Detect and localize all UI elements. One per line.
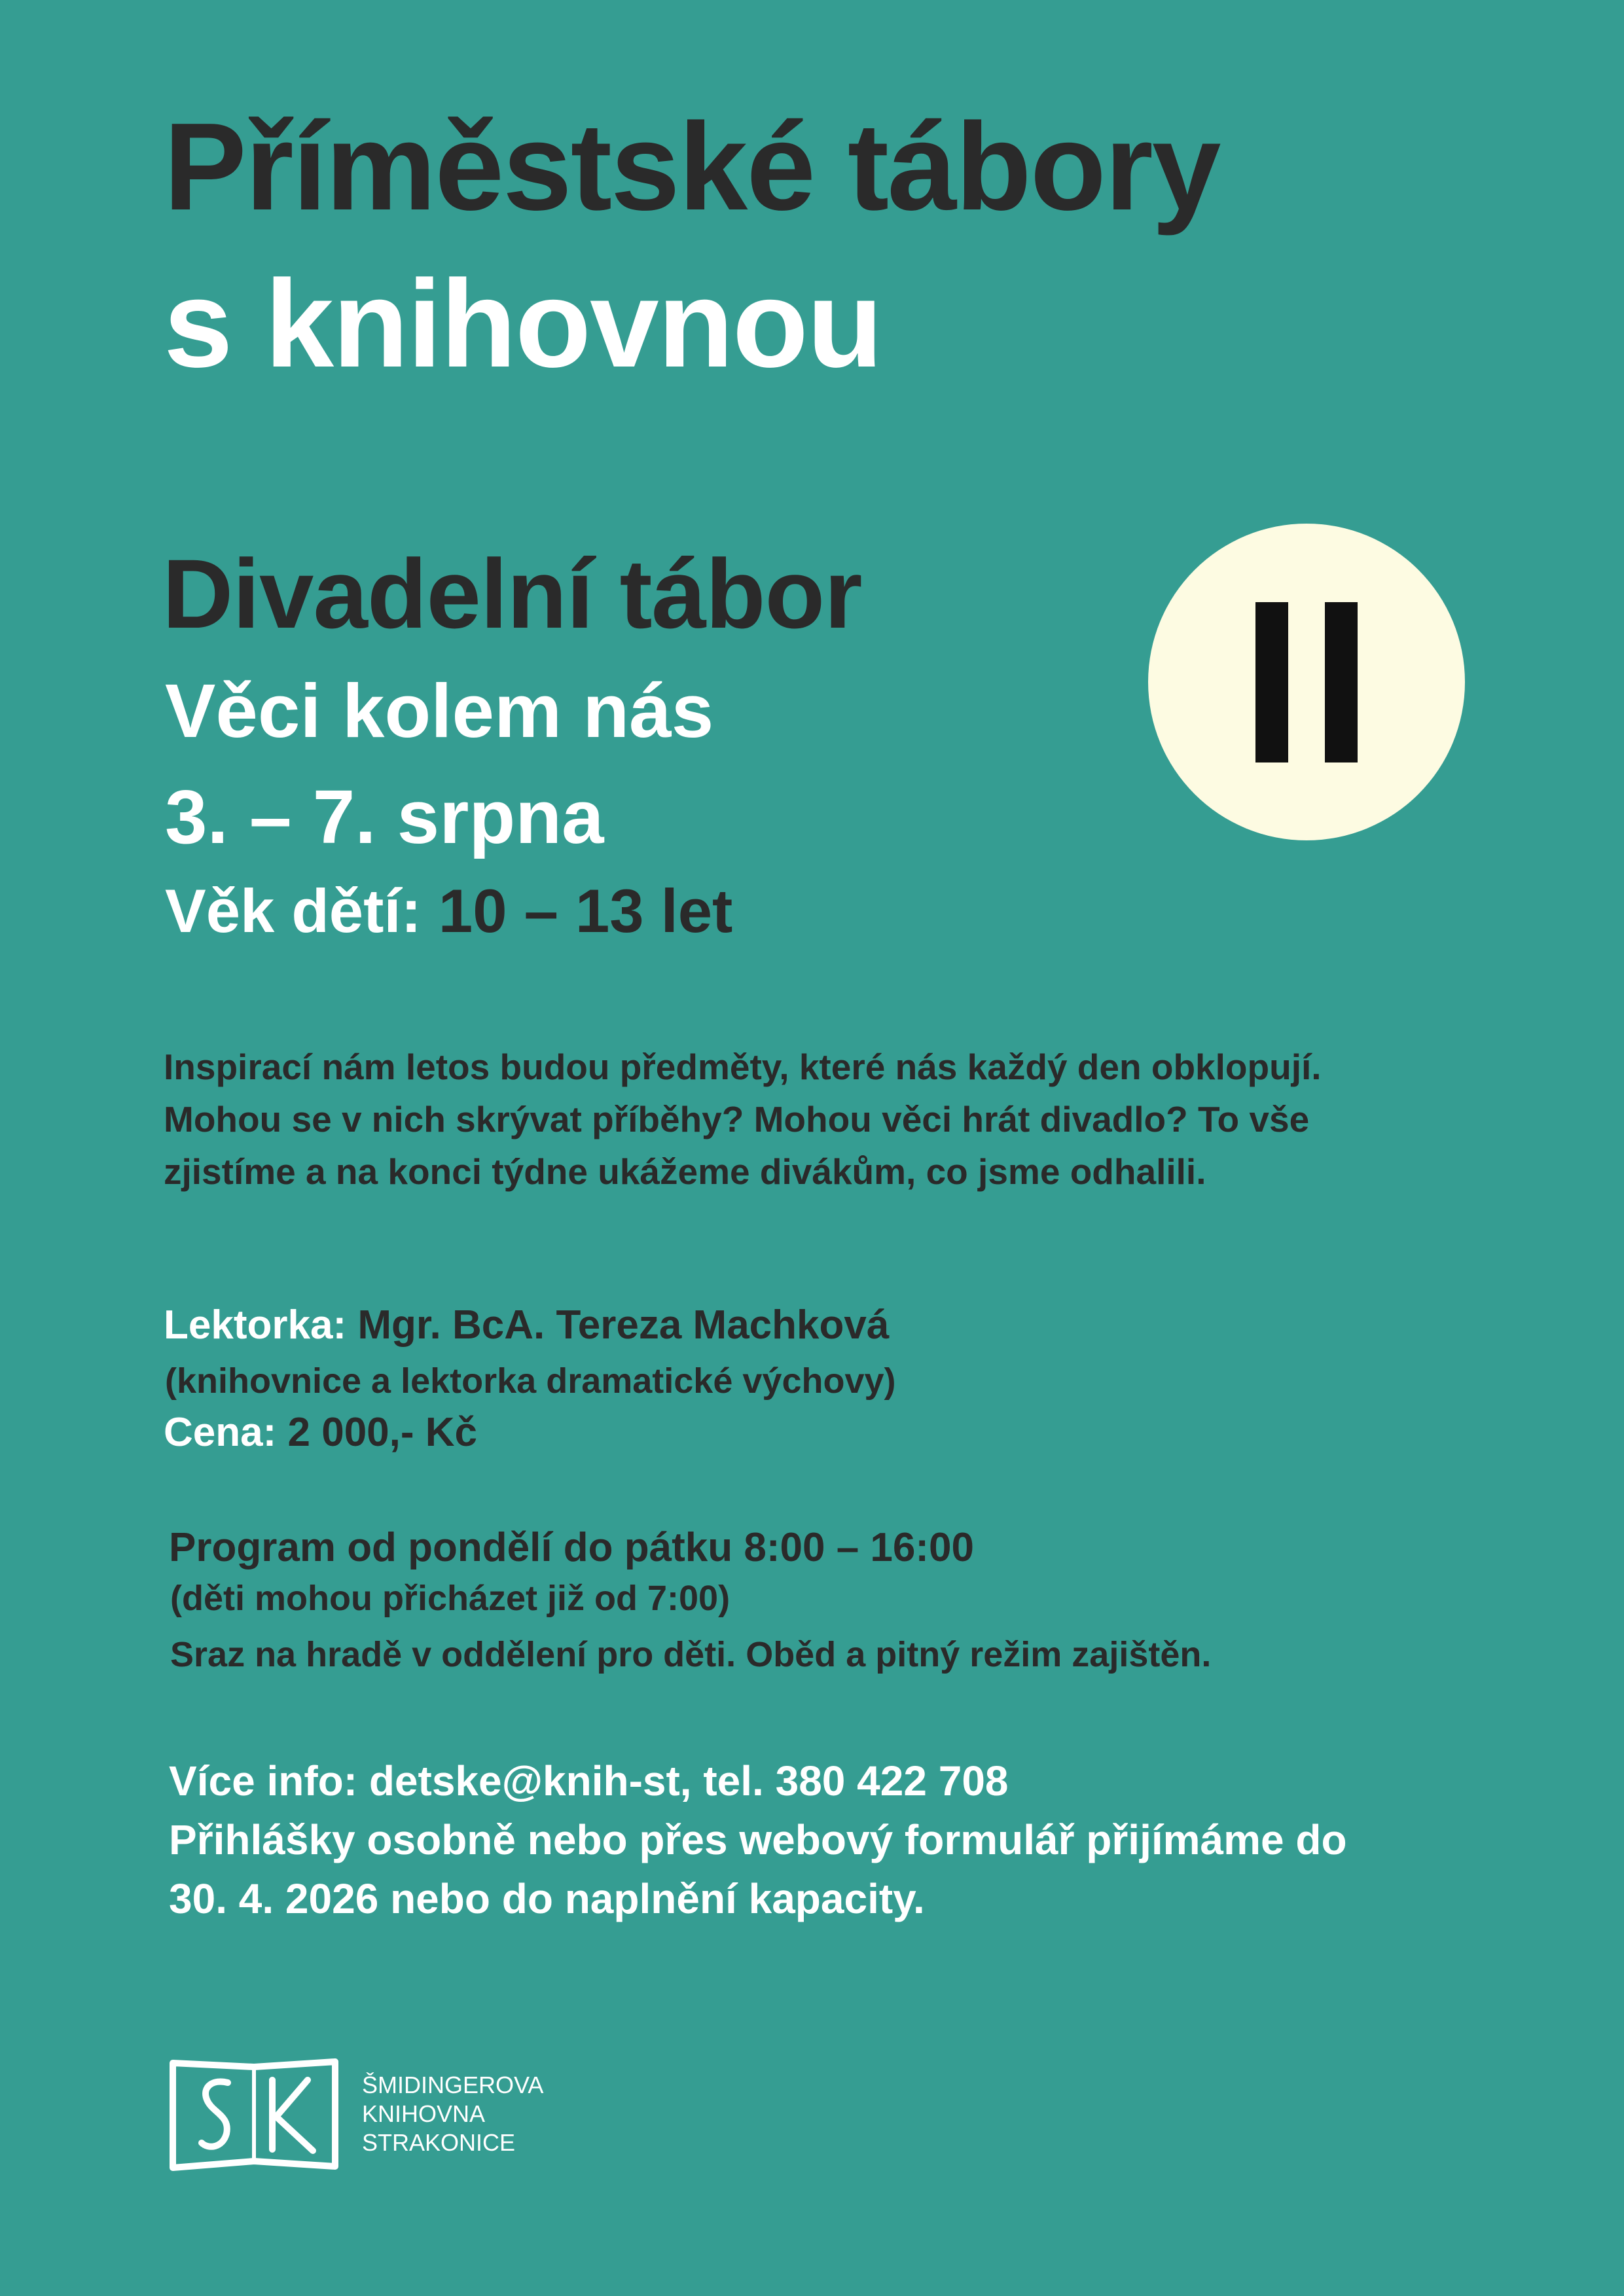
title-line-1: Příměstské tábory xyxy=(164,98,1220,236)
lecturer-note: (knihovnice a lektorka dramatické výchovy) xyxy=(165,1361,896,1401)
lecturer-name: Mgr. BcA. Tereza Machková xyxy=(357,1302,890,1348)
description-line: Mohou se v nich skrývat příběhy? Mohou věci hrát divadlo? To vše xyxy=(164,1099,1310,1139)
title-line-2: s knihovnou xyxy=(164,255,882,393)
contact-line: Přihlášky osobně nebo přes webový formulář přijímáme do xyxy=(169,1816,1347,1863)
camp-theme: Věci kolem nás xyxy=(165,668,714,753)
program-hours xyxy=(169,1524,974,1572)
description-line: Inspirací nám letos budou předměty, které nás každý den obklopují. xyxy=(164,1047,1322,1087)
library-logo-icon xyxy=(168,2056,340,2173)
program-time: 8:00 – 16:00 xyxy=(744,1525,974,1570)
contact-line: Více info: detske@knih-st, tel. 380 422 708 xyxy=(169,1757,1009,1804)
camp-dates: 3. – 7. srpna xyxy=(165,774,604,859)
age-label: Věk dětí: xyxy=(165,876,422,945)
program-note: (děti mohou přicházet již od 7:00) xyxy=(170,1579,731,1618)
program-label: Program od pondělí do pátku xyxy=(169,1525,733,1570)
camp-number-badge xyxy=(1148,524,1465,840)
library-name xyxy=(362,2071,543,2157)
library-name-line: KNIHOVNA xyxy=(362,2100,486,2127)
description-line: zjistíme a na konci týdne ukážeme divákům, co jsme odhalili. xyxy=(164,1151,1206,1192)
price-label: Cena: xyxy=(164,1410,277,1455)
lecturer xyxy=(164,1301,889,1350)
age-value: 10 – 13 let xyxy=(438,876,733,945)
roman-numeral-bar-left xyxy=(1255,602,1288,762)
contact-line: 30. 4. 2026 nebo do naplnění kapacity. xyxy=(169,1875,925,1922)
lecturer-label: Lektorka: xyxy=(164,1302,347,1348)
meeting-info: Sraz na hradě v oddělení pro děti. Oběd a pitný režim zajištěn. xyxy=(170,1635,1212,1674)
contact-info xyxy=(169,1751,1347,1928)
roman-numeral-bar-right xyxy=(1325,602,1358,762)
library-name-line: STRAKONICE xyxy=(362,2129,516,2156)
price xyxy=(164,1408,477,1457)
age-range xyxy=(165,876,733,945)
camp-name: Divadelní tábor xyxy=(162,539,862,649)
price-value: 2 000,- Kč xyxy=(287,1410,478,1455)
library-name-line: ŠMIDINGEROVA xyxy=(362,2072,544,2098)
description xyxy=(164,1041,1322,1198)
